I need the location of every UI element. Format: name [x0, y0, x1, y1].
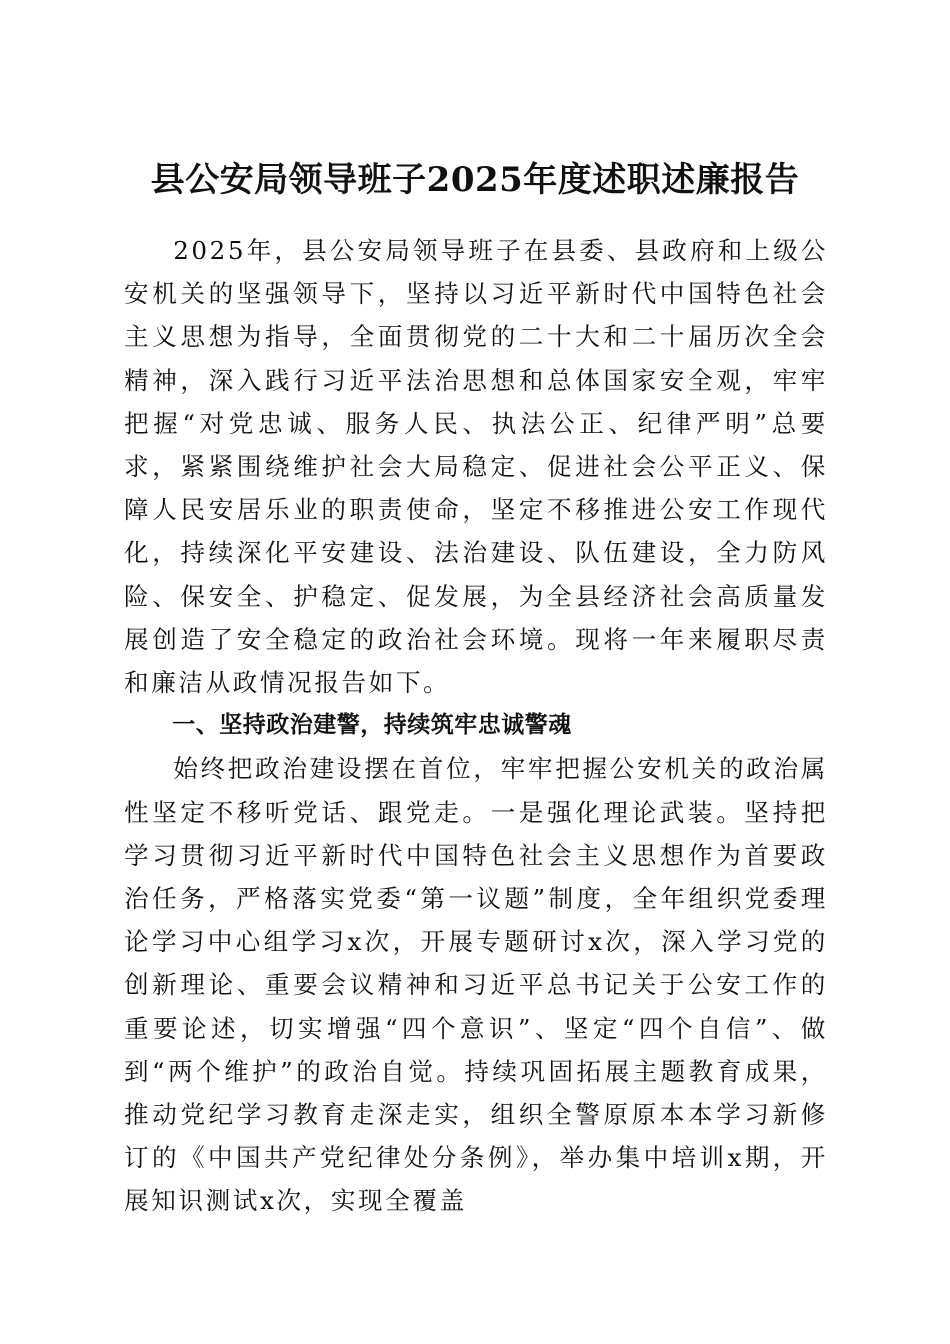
section-heading: 一、坚持政治建警，持续筑牢忠诚警魂 [172, 712, 572, 739]
intro-paragraph: 2025年，县公安局领导班子在县委、县政府和上级公安机关的坚强领导下，坚持以习近平新时代中国特色社会主义思想为指导，全面贯彻党的二十大和二十届历次全会精神，深入践行习近平法治思想和总体国家安全观，牢牢把握“对党忠诚、服务人民、执法公正、纪律严明”总要求，紧紧围绕维护社会大局稳定、促进社会公平正义、保障人民安居乐业的职责使命，坚定不移推进公安工作现代化，持续深化平安建设、法治建设、队伍建设，全力防风险、保安全、护稳定、促发展，为全县经济社会高质量发展创造了安全稳定的政治社会环境。现将一年来履职尽责和廉洁从政情况报告如下。 [124, 236, 828, 698]
section-paragraph: 始终把政治建设摆在首位，牢牢把握公安机关的政治属性坚定不移听党话、跟党走。一是强化理论武装。坚持把学习贯彻习近平新时代中国特色社会主义思想作为首要政治任务，严格落实党委“第一议题”制度，全年组织党委理论学习中心组学习x次，开展专题研讨x次，深入学习党的创新理论、重要会议精神和习近平总书记关于公安工作的重要论述，切实增强“四个意识”、坚定“四个自信”、做到“两个维护”的政治自觉。持续巩固拓展主题教育成果，推动党纪学习教育走深走实，组织全警原原本本学习新修订的《中国共产党纪律处分条例》，举办集中培训x期，开展知识测试x次，实现全覆盖 [124, 754, 828, 1216]
document-title: 县公安局领导班子2025年度述职述廉报告 [150, 159, 800, 200]
document-body [124, 229, 828, 1223]
